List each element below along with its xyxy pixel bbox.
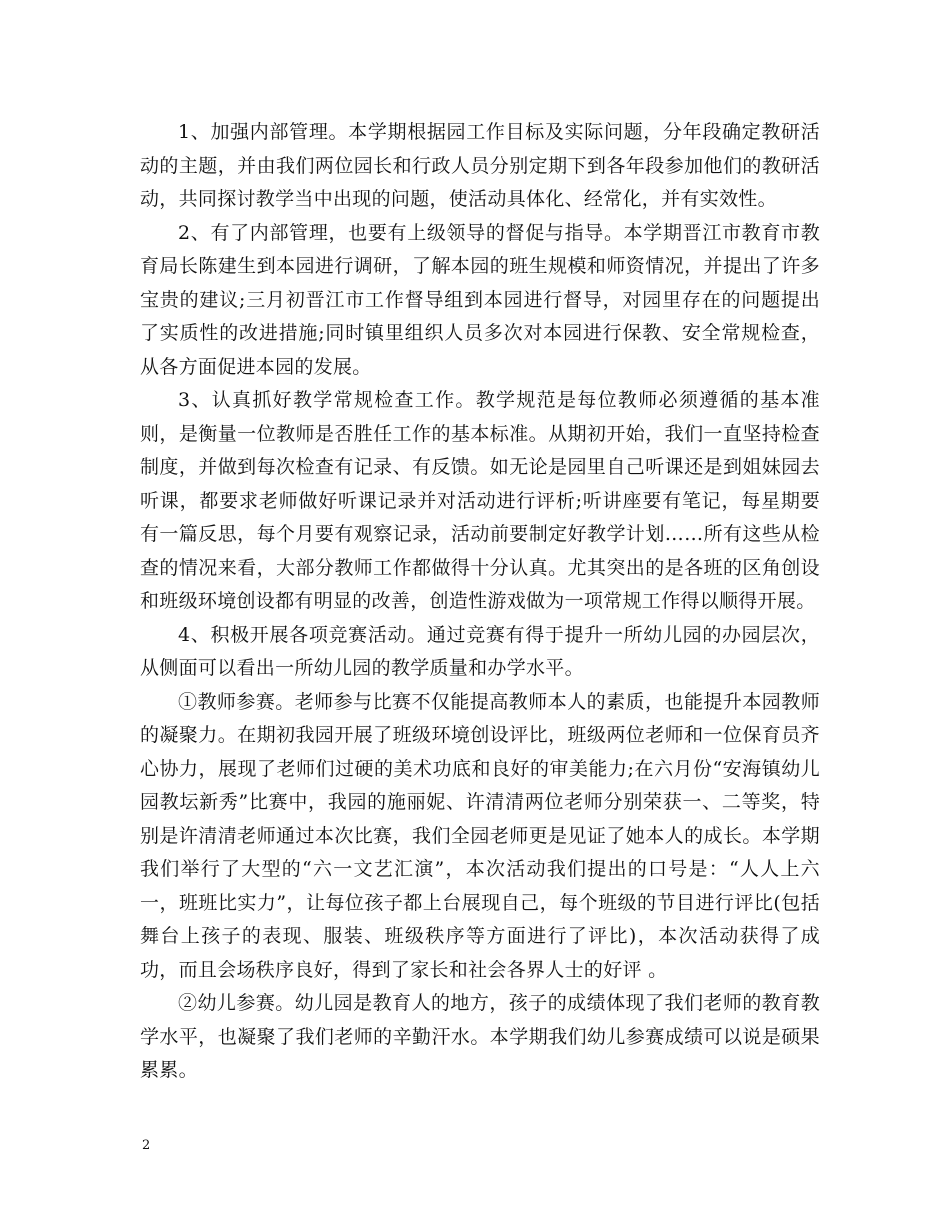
page-number: 2 — [142, 1138, 151, 1153]
paragraph-5: ①教师参赛。老师参与比赛不仅能提高教师本人的素质，也能提升本园教师的凝聚力。在期初我园开展了班级环境创设评比，班级两位老师和一位保育员齐心协力，展现了老师们过硬的美术功底和良好的审美能力;在六月份“安海镇幼儿园教坛新秀”比赛中，我园的施丽妮、许清清两位老师分别荣获一、二等奖，特别是许清清老师通过本次比赛，我们全园老师更是见证了她本人的成长。本学期我们举行了大型的“六一文艺汇演”，本次活动我们提出的口号是：“人人上六一，班班比实力”，让每位孩子都上台展现自己，每个班级的节目进行评比(包括舞台上孩子的表现、服装、班级秩序等方面进行了评比)，本次活动获得了成功，而且会场秩序良好，得到了家长和社会各界人士的好评 。 — [140, 690, 820, 981]
paragraph-6: ②幼儿参赛。幼儿园是教育人的地方，孩子的成绩体现了我们老师的教育教学水平，也凝聚了我们老师的辛勤汗水。本学期我们幼儿参赛成绩可以说是硕果累累。 — [140, 992, 820, 1081]
paragraph-3: 3、认真抓好教学常规检查工作。教学规范是每位教师必须遵循的基本准则，是衡量一位教师是否胜任工作的基本标准。从期初开始，我们一直坚持检查制度，并做到每次检查有记录、有反馈。如无论是园里自己听课还是到姐妹园去听课，都要求老师做好听课记录并对活动进行评析;听讲座要有笔记，每星期要有一篇反思，每个月要有观察记录，活动前要制定好教学计划……所有这些从检查的情况来看，大部分教师工作都做得十分认真。尤其突出的是各班的区角创设和班级环境创设都有明显的改善，创造性游戏做为一项常规工作得以顺得开展。 — [140, 389, 820, 612]
paragraph-4: 4、积极开展各项竞赛活动。通过竞赛有得于提升一所幼儿园的办园层次，从侧面可以看出一所幼儿园的教学质量和办学水平。 — [140, 623, 820, 679]
body-text — [140, 116, 820, 1088]
paragraph-2: 2、有了内部管理，也要有上级领导的督促与指导。本学期晋江市教育市教育局长陈建生到本园进行调研，了解本园的班生规模和师资情况，并提出了许多宝贵的建议;三月初晋江市工作督导组到本园进行督导，对园里存在的问题提出了实质性的改进措施;同时镇里组织人员多次对本园进行保教、安全常规检查，从各方面促进本园的发展。 — [140, 221, 820, 378]
paragraph-1: 1、加强内部管理。本学期根据园工作目标及实际问题，分年段确定教研活动的主题，并由我们两位园长和行政人员分别定期下到各年段参加他们的教研活动，共同探讨教学当中出现的问题，使活动具体化、经常化，并有实效性。 — [140, 121, 820, 210]
